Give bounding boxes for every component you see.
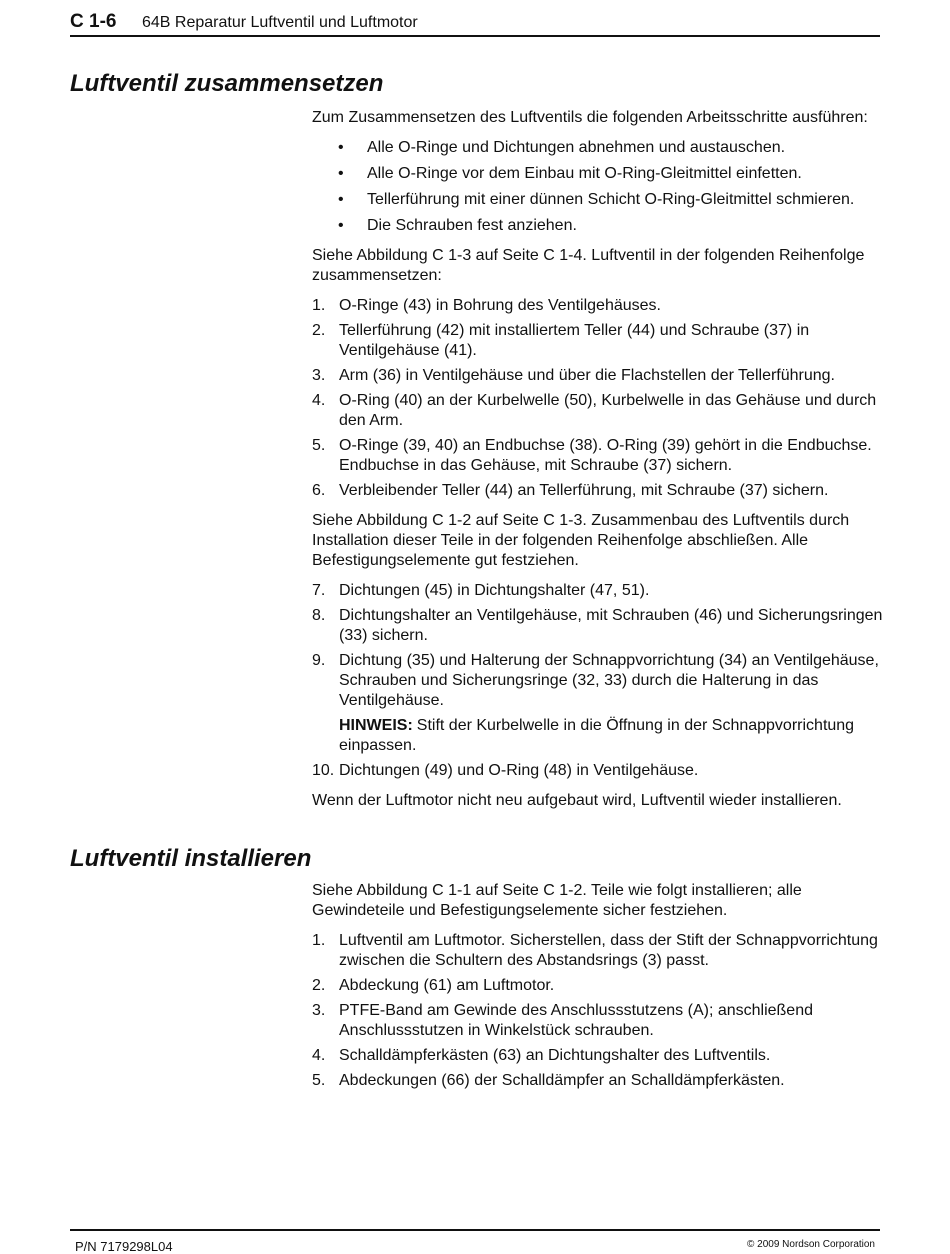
list-item: • Alle O-Ringe vor dem Einbau mit O-Ring-Gleitmittel einfetten. (338, 165, 802, 182)
list-item: 4. O-Ring (40) an der Kurbelwelle (50), Kurbelwelle in das Gehäuse und durch den Arm. (312, 392, 877, 429)
note-text: Stift der Kurbelwelle in die Öffnung in der Schnappvorrichtung einpassen. (339, 717, 855, 754)
bullet-icon: • (338, 217, 344, 234)
list-item: 5. O-Ringe (39, 40) an Endbuchse (38). O-Ring (39) gehört in die Endbuchse. Endbuchse in das Gehäuse, mit Schraube (37) sichern. (312, 437, 872, 474)
list-item: 3. Arm (36) in Ventilgehäuse und über die Flachstellen der Tellerführung. (312, 367, 835, 384)
step-list (312, 931, 888, 1091)
list-item: 1. O-Ringe (43) in Bohrung des Ventilgehäuses. (312, 297, 661, 314)
list-item: 10. Dichtungen (49) und O-Ring (48) in Ventilgehäuse. (312, 762, 699, 779)
list-item: • Alle O-Ringe und Dichtungen abnehmen und austauschen. (338, 139, 786, 156)
reference-paragraph: Siehe Abbildung C 1-3 auf Seite C 1-4. Luftventil in der folgenden Reihenfolge zusammensetzen: (312, 247, 865, 284)
note (339, 716, 888, 756)
list-item: • Tellerführung mit einer dünnen Schicht O-Ring-Gleitmittel schmieren. (338, 191, 855, 208)
closing-paragraph: Wenn der Luftmotor nicht neu aufgebaut wird, Luftventil wieder installieren. (312, 792, 842, 809)
list-item: 7. Dichtungen (45) in Dichtungshalter (47, 51). (312, 582, 650, 599)
list-item: 3. PTFE-Band am Gewinde des Anschlussstutzens (A); anschließend Anschlussstutzen in Winkelstück schrauben. (312, 1002, 813, 1039)
section-heading-installieren: Luftventil installieren (70, 845, 312, 872)
bullet-list (312, 138, 888, 236)
list-item: 8. Dichtungshalter an Ventilgehäuse, mit Schrauben (46) und Sicherungsringen (33) sichern. (312, 607, 883, 644)
bullet-icon: • (338, 139, 344, 156)
list-item: 4. Schalldämpferkästen (63) an Dichtungshalter des Luftventils. (312, 1047, 771, 1064)
note-label: HINWEIS: (339, 717, 413, 734)
step-list (312, 296, 888, 501)
document-title: 64B Reparatur Luftventil und Luftmotor (142, 14, 418, 31)
section-body-zusammensetzen (312, 108, 888, 821)
list-item: 2. Abdeckung (61) am Luftmotor. (312, 977, 555, 994)
list-item: 9. Dichtung (35) und Halterung der Schnappvorrichtung (34) an Ventilgehäuse, Schrauben und Sicherungsringe (32, 33) durch die Halterung in das Ventilgehäuse. HINWEIS: Stift der Kurbelwelle in die Öffnung in der Schnappvorrichtung einpassen. (312, 651, 888, 756)
section-heading-zusammensetzen: Luftventil zusammensetzen (70, 70, 384, 97)
list-item: 2. Tellerführung (42) mit installiertem Teller (44) und Schraube (37) in Ventilgehäuse (41). (312, 322, 810, 359)
reference-paragraph: Siehe Abbildung C 1-2 auf Seite C 1-3. Zusammenbau des Luftventils durch Installation dieser Teile in der folgenden Reihenfolge abschließen. Alle Befestigungselemente gut festziehen. (312, 512, 850, 569)
part-number: P/N 7179298L04 (75, 1239, 173, 1254)
list-item: 5. Abdeckungen (66) der Schalldämpfer an Schalldämpferkästen. (312, 1072, 785, 1089)
step-list (312, 581, 888, 781)
list-item: • Die Schrauben fest anziehen. (338, 217, 577, 234)
list-item: 6. Verbleibender Teller (44) an Tellerführung, mit Schraube (37) sichern. (312, 482, 829, 499)
page-number: C 1-6 (70, 11, 117, 32)
bullet-icon: • (338, 191, 344, 208)
list-item: 1. Luftventil am Luftmotor. Sicherstellen, dass der Stift der Schnappvorrichtung zwischen die Schultern des Abstandsrings (3) passt. (312, 932, 878, 969)
page-header (70, 11, 880, 37)
section-body-installieren (312, 881, 888, 1101)
page-footer (70, 1229, 880, 1254)
bullet-icon: • (338, 165, 344, 182)
copyright: © 2009 Nordson Corporation (747, 1239, 875, 1250)
intro-paragraph: Siehe Abbildung C 1-1 auf Seite C 1-2. Teile wie folgt installieren; alle Gewindeteile und Befestigungselemente sicher festziehen. (312, 882, 802, 919)
intro-paragraph: Zum Zusammensetzen des Luftventils die folgenden Arbeitsschritte ausführen: (312, 109, 868, 126)
